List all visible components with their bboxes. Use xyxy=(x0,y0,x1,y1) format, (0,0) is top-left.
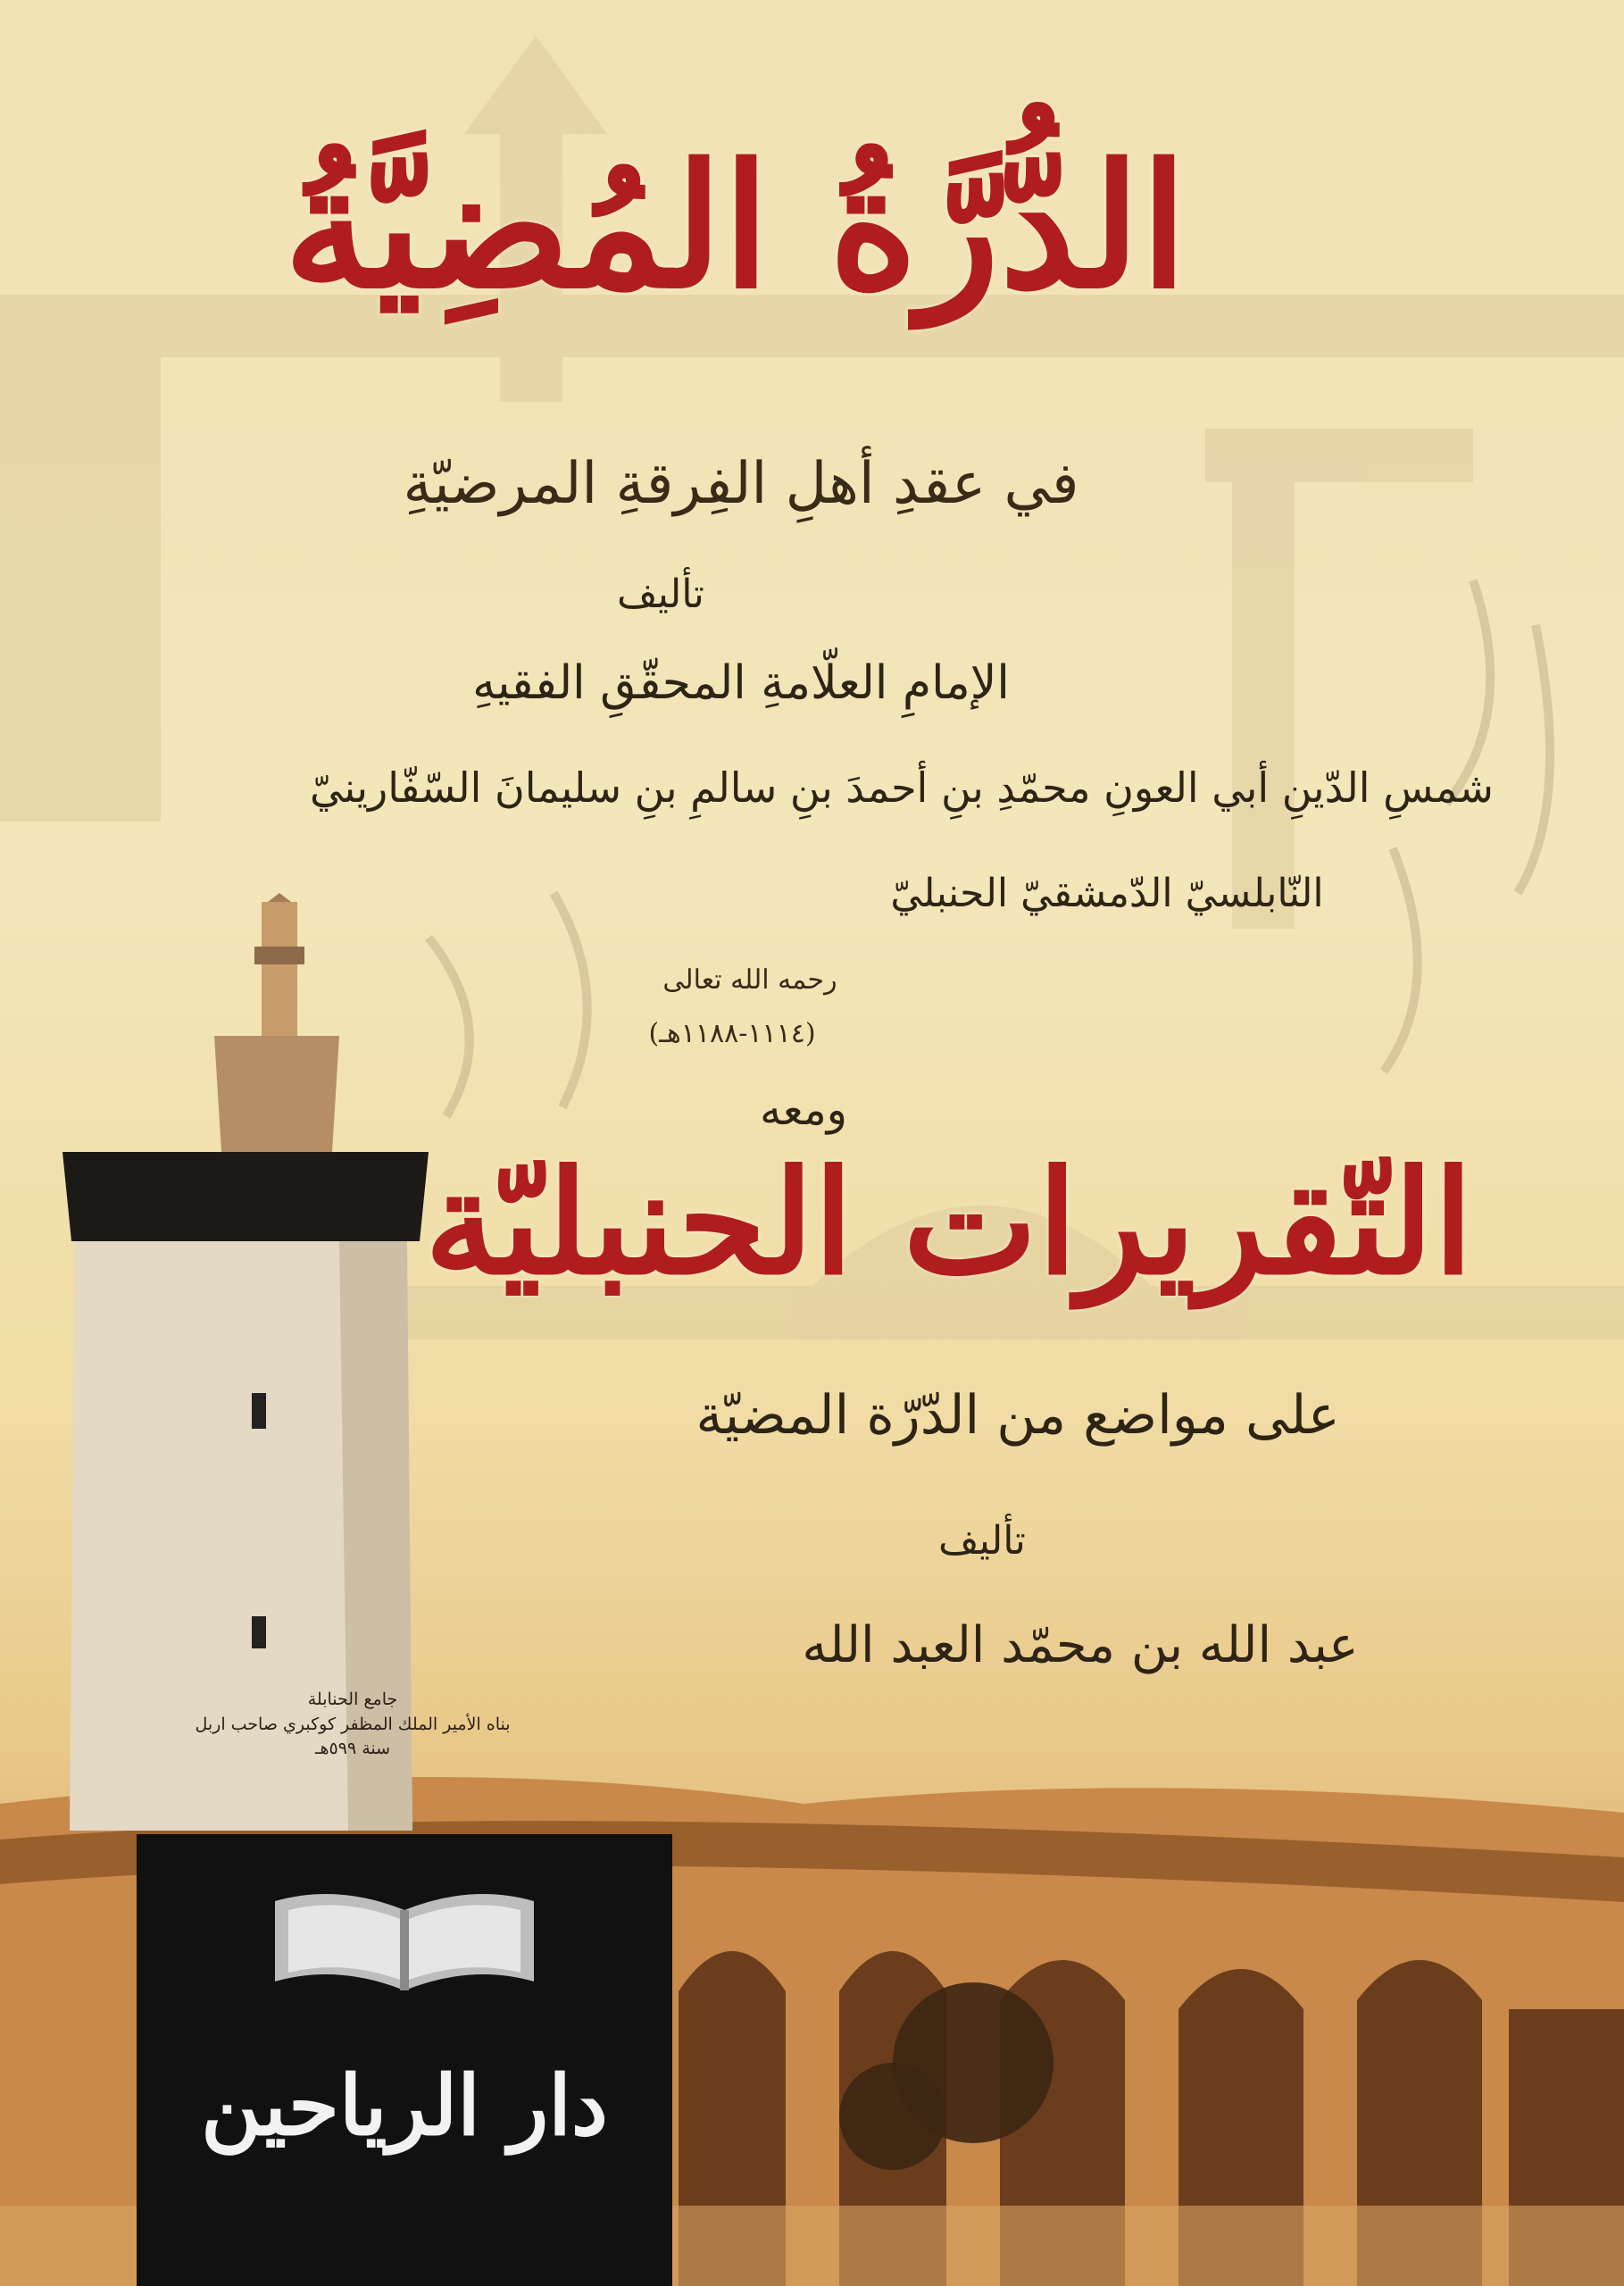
with-it-label: ومعه xyxy=(760,1085,847,1135)
plaque-line-2: بناه الأمير الملك المظفر كوكبري صاحب اربل xyxy=(195,1714,511,1734)
author-prayer: رحمه الله تعالى xyxy=(662,964,837,996)
authored-by-label: تأليف xyxy=(617,572,704,617)
book-subtitle: في عقدِ أهلِ الفِرقةِ المرضيّةِ xyxy=(403,451,1079,517)
publisher-panel xyxy=(137,1834,672,2286)
author-dates: (١١١٤-١١٨٨هـ) xyxy=(648,1018,816,1049)
second-authored-by-label: تأليف xyxy=(938,1518,1026,1564)
plaque-line-1: جامع الحنابلة xyxy=(307,1689,398,1709)
author-nisba: النّابلسيّ الدّمشقيّ الحنبليّ xyxy=(890,871,1324,916)
author-name: شمسِ الدّينِ أبي العونِ محمّدِ بنِ أحمدَ بنِ سالمِ بنِ سليمانَ السّفّارينيّ xyxy=(310,763,1494,812)
book-title: الدُّرَّةُ المُضِيَّةُ xyxy=(283,127,1187,326)
author-epithet: الإمامِ العلّامةِ المحقّقِ الفقيهِ xyxy=(472,656,1010,710)
second-subtitle: على مواضع من الدّرّة المضيّة xyxy=(695,1384,1340,1447)
publisher-name: دار الرياحين xyxy=(201,2057,608,2154)
mosque-plaque xyxy=(183,1688,522,1762)
second-title: التّقريرات الحنبليّة xyxy=(424,1139,1473,1306)
second-author-name: عبد الله بن محمّد العبد الله xyxy=(802,1616,1359,1674)
open-book-icon xyxy=(266,1874,543,2008)
plaque-line-3: سنة ٥٩٩هـ xyxy=(314,1739,391,1759)
